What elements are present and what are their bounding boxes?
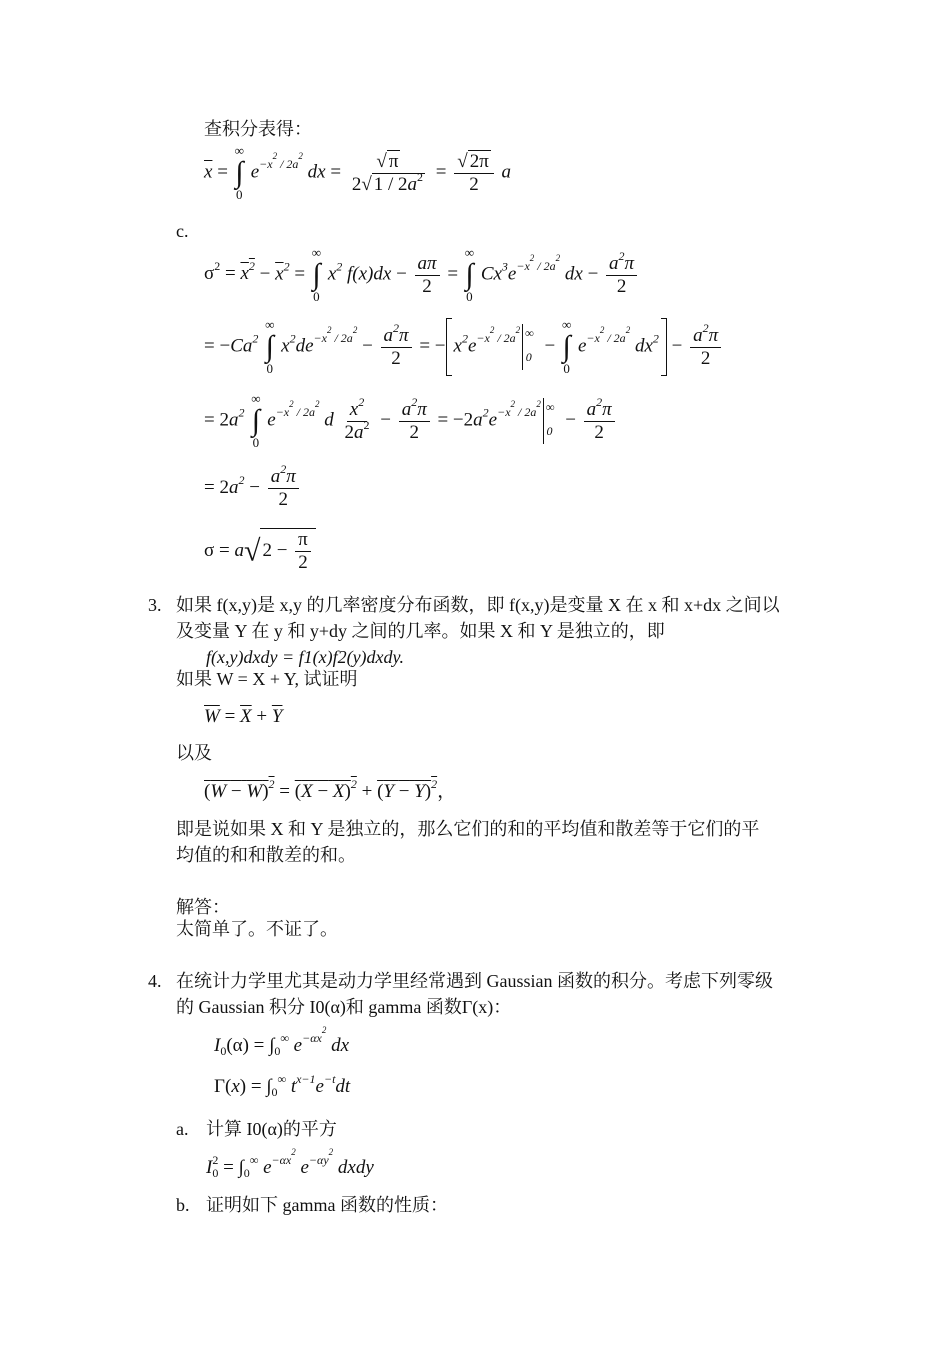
equation-sigma-result: σ = a√ 2 − $\frac{\pi}{2}$ xyxy=(204,528,316,574)
part-b-text: 证明如下 gamma 函数的性质： xyxy=(206,1195,448,1215)
equation-variance-line1: $\sigma^2 = x^2 - \overline{x}^2$ = ∞ ∫ 0 $x^2$ f(x)dx − $\frac{a\pi}{2}$ = ∞ ∫ 0 $Cx^3e^{-x^2 / 2a^2}$ dx − $\frac{a^2\pi}{2}$ xyxy=(204,246,640,304)
problem3-line2: 及变量 Y 在 y 和 y+dy 之间的几率。如果 X 和 Y 是独立的，即 xyxy=(176,621,665,641)
equation-gamma-function: $\Gamma(x) = \int_0^\infty$ $t^{x-1}e^{-t}dt$ xyxy=(214,1072,351,1099)
equation-variance-line2: = $-Ca^2$ ∞ ∫ 0 $x^2de^{-x^2 / 2a^2}$ − $\frac{a^2\pi}{2}$ = − $x^2e^{-x^2 / 2a^2}$ ∞$_0$ − ∞ ∫ 0 $e^{-x^2 / 2a^2}$ $dx^2$ − $\frac{a^2\pi}{2}$ xyxy=(204,318,724,376)
part-b-label: b. xyxy=(176,1195,190,1215)
problem4-line2: 的 Gaussian 积分 I0(α)和 gamma 函数Γ(x)： xyxy=(176,997,512,1017)
equation-variance-line4: = $2a^2$ − $\frac{a^2\pi}{2}$ xyxy=(204,466,302,511)
problem3-conclusion2: 均值的和和散差的和。 xyxy=(176,845,356,865)
problem4-line1: 在统计力学里尤其是动力学里经常遇到 Gaussian 函数的积分。考虑下列零级 xyxy=(176,971,773,991)
part-a-label: a. xyxy=(176,1119,189,1139)
part-c-label: c. xyxy=(176,221,189,241)
equation-gaussian-square: $I_0^2 = \int_0^\infty$ $e^{-\alpha x^2}$ $e^{-\alpha y^2}$ dxdy xyxy=(206,1147,374,1180)
equation-variance-sum: $(W - W)^2 = (X - X)^2 + (Y - Y)^2$， xyxy=(204,777,457,802)
problem3-conclusion1: 即是说如果 X 和 Y 是独立的，那么它们的和的平均值和散差等于它们的平 xyxy=(176,819,760,839)
problem3-number: 3. xyxy=(148,595,162,615)
equation-mean-x: $\overline{x}$ = ∞ ∫ 0 $e^{-x^2 / 2a^2}$ dx = $\frac{√ \pi}{2√ 1 / 2a^2}$ = $\frac{√ 2\pi}{2}$ a xyxy=(204,143,512,202)
problem3-line3: f(x,y)dxdy = f1(x)f2(y)dxdy. xyxy=(206,647,405,667)
equation-gaussian-integral: $I_0(\alpha) = \int_0^\infty$ $e^{-\alpha x^2}$ dx xyxy=(214,1025,350,1058)
part-a-text: 计算 I0(α)的平方 xyxy=(206,1119,337,1139)
problem4-number: 4. xyxy=(148,971,162,991)
equation-mean-sum: $\overline{W} = \overline{X} + \overline{Y}$ xyxy=(204,706,283,727)
intro-text: 查积分表得： xyxy=(204,119,312,139)
answer-label: 解答： xyxy=(176,897,230,917)
equation-variance-line3: = $2a^2$ ∞ ∫ 0 $e^{-x^2 / 2a^2}$ d $\frac{x^2}{2a^2}$ − $\frac{a^2\pi}{2}$ = $-2a^2e^{-x^2 / 2a^2}$ ∞$_0$ − $\frac{a^2\pi}{2}$ xyxy=(204,392,618,450)
problem3-also: 以及 xyxy=(176,743,212,763)
problem3-line1: 如果 f(x,y)是 x,y 的几率密度分布函数，即 f(x,y)是变量 X 在 x 和 x+dx 之间以 xyxy=(176,595,780,615)
problem3-line4: 如果 W = X + Y, 试证明 xyxy=(176,669,358,689)
answer-text: 太简单了。不证了。 xyxy=(176,919,338,939)
